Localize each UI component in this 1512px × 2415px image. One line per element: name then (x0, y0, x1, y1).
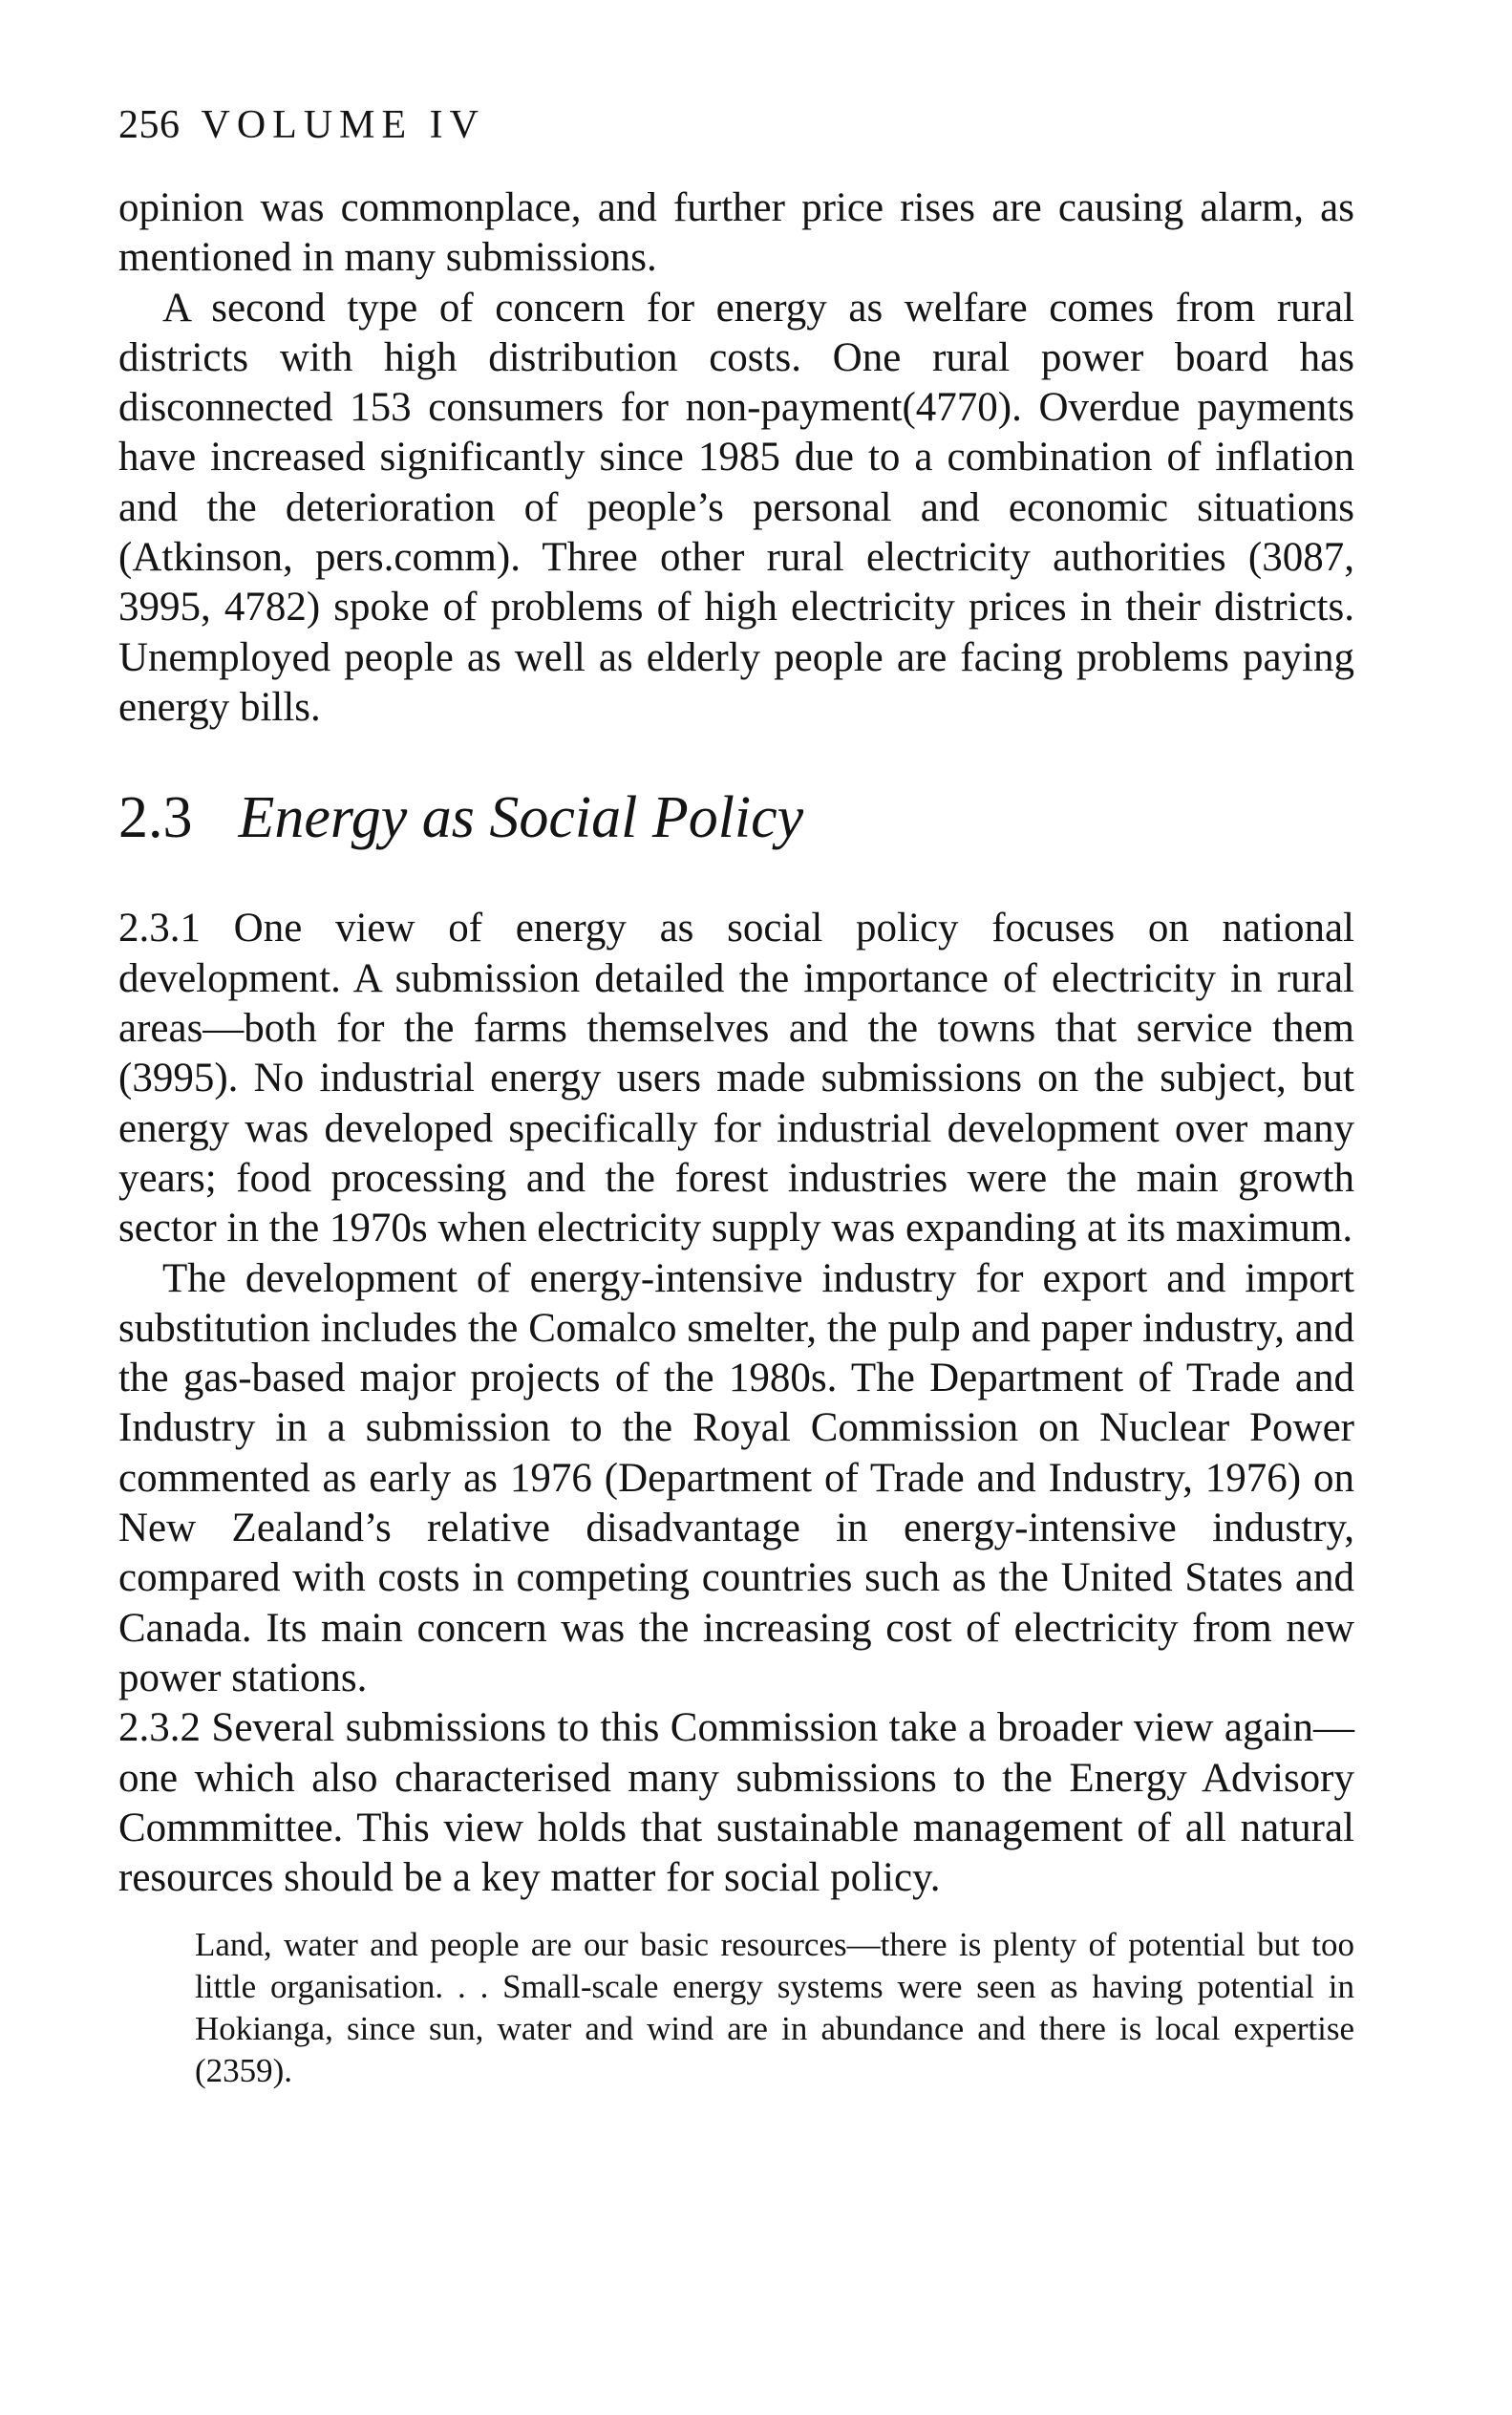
volume-label: VOLUME IV (201, 103, 485, 147)
paragraph-2-3-2: 2.3.2 Several submissions to this Commission take a broader view again—one which also characterised many submissions to the Energy Advisory Commmittee. This view holds that sustainable management of all natural resources should be a key matter for social policy. (118, 1705, 1354, 1901)
section-heading (118, 785, 1354, 850)
section-title: Energy as Social Policy (238, 785, 804, 851)
page-number: 256 (118, 103, 181, 147)
running-head (118, 105, 1354, 145)
paragraph-continuation: opinion was commonplace, and further price rises are causing alarm, as mentioned in many submissions. (118, 185, 1354, 281)
section-number: 2.3 (118, 785, 193, 851)
block-quote-text: Land, water and people are our basic resources—there is plenty of potential but too little organisation. . . Small-scale energy systems were seen as having potential in Hokianga, since sun, water and wind are in abundance and there is local expertise (2359). (195, 1926, 1354, 2090)
paragraph-2-3-1: 2.3.1 One view of energy as social policy focuses on national development. A submission detailed the importance of electricity in rural areas—both for the farms themselves and the towns that service them (3995). No industrial energy users made submissions on the subject, but energy was developed specifically for industrial development over many years; food processing and the forest industries were the main growth sector in the 1970s when electricity supply was expanding at its maximum. (118, 906, 1354, 1251)
page (118, 105, 1354, 2092)
paragraph-rural-concern: A second type of concern for energy as welfare comes from rural districts with high distribution costs. One rural power board has disconnected 153 consumers for non-payment(4770). Overdue payments have increased significantly since 1985 due to a combination of inflation and the deterioration of people’s personal and economic situations (Atkinson, pers.comm). Three other rural electricity authorities (3087, 3995, 4782) spoke of problems of high electricity prices in their districts. Unemployed people as well as elderly people are facing problems paying energy bills. (118, 285, 1354, 730)
paragraph-energy-intensive-industry: The development of energy-intensive industry for export and import substitution includes the Comalco smelter, the pulp and paper industry, and the gas-based major projects of the 1980s. The Department of Trade and Industry in a submission to the Royal Commission on Nuclear Power commented as early as 1976 (Department of Trade and Industry, 1976) on New Zealand’s relative disadvantage in energy-intensive industry, compared with costs in competing countries such as the United States and Canada. Its main concern was the increasing cost of electricity from new power stations. (118, 1255, 1354, 1700)
block-quote (195, 1924, 1354, 2092)
